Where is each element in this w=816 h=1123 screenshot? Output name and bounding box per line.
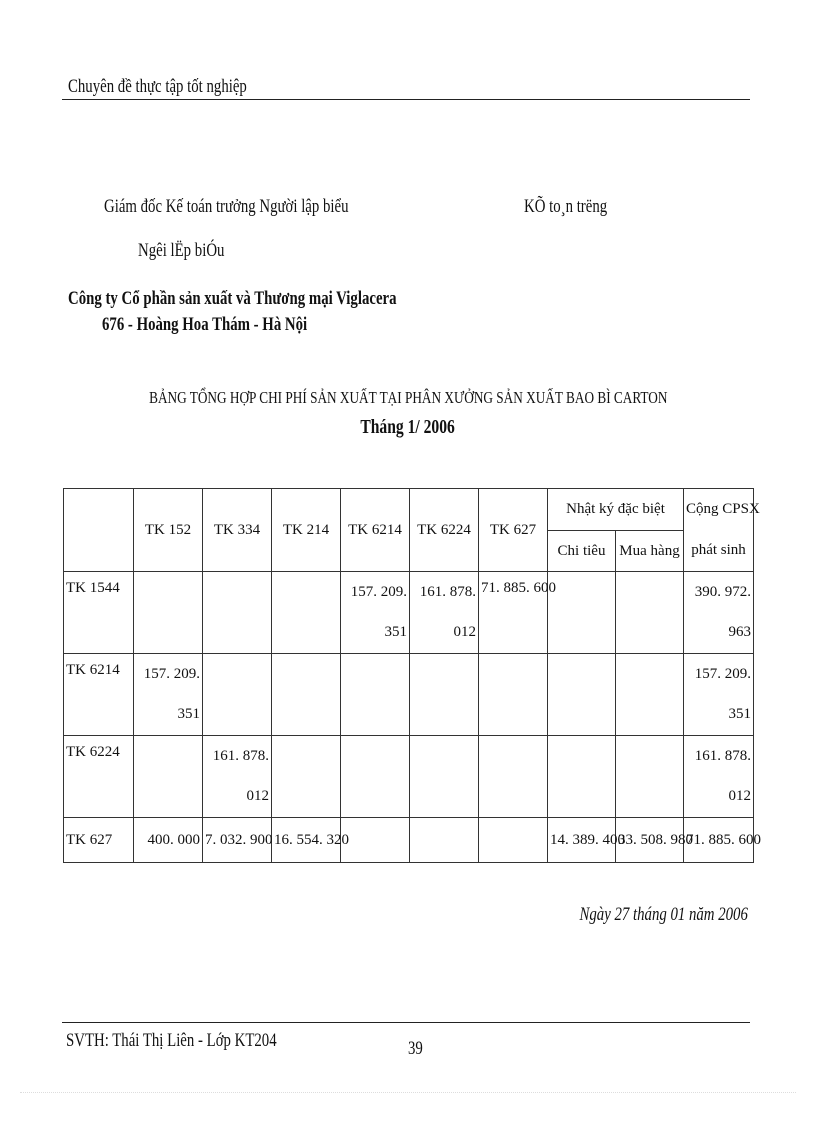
company-name: Công ty Cổ phần sản xuất và Thương mại Viglacera [68,288,397,309]
company-address: 676 - Hoàng Hoa Thám - Hà Nội [102,314,308,335]
table-row [64,654,754,695]
cell-value: 161. 878. [203,736,272,777]
empty-cell [410,736,479,818]
total-header-line2: phát sinh [684,531,754,572]
col-header: TK 627 [479,489,548,572]
empty-cell [272,736,341,818]
cell-value: 400. 000 [134,818,203,863]
empty-cell [134,736,203,818]
empty-cell [341,736,410,818]
cell-value: 71. 885. 600 [479,572,548,654]
cell-value: 33. 508. 980 [616,818,684,863]
empty-cell [272,572,341,654]
row-label: TK 6224 [64,736,134,818]
row-label: TK 6214 [64,654,134,736]
table-row [64,818,754,863]
cell-value: 351 [134,695,203,736]
empty-cell [203,654,272,736]
cell-value: 012 [410,613,479,654]
subcol-header-chi-tieu: Chi tiêu [548,531,616,572]
total-header-line1: Cộng CPSX [684,489,754,531]
col-header: TK 334 [203,489,272,572]
cell-total: 351 [684,695,754,736]
page-number: 39 [408,1038,423,1059]
date-line: Ngày 27 tháng 01 năm 2006 [579,904,748,925]
table-row [64,572,754,613]
empty-cell [548,572,616,654]
group-header-special-journal: Nhật ký đặc biệt [548,489,684,531]
cell-total: 71. 885. 600 [684,818,754,863]
cell-value: 157. 209. [134,654,203,695]
empty-cell [341,654,410,736]
subcol-header-mua-hang: Mua hàng [616,531,684,572]
col-header: TK 214 [272,489,341,572]
bottom-dotted-line [20,1092,796,1093]
header-corner-cell [64,489,134,572]
empty-cell [203,572,272,654]
col-header: TK 152 [134,489,203,572]
cell-value: 161. 878. [410,572,479,613]
cell-value: 16. 554. 320 [272,818,341,863]
cost-summary-table [63,488,761,863]
cell-total: 963 [684,613,754,654]
empty-cell [410,654,479,736]
empty-cell [272,654,341,736]
empty-cell [479,654,548,736]
empty-cell [548,654,616,736]
cell-value: 012 [203,777,272,818]
footer-rule [62,1022,750,1023]
signature-chief-accountant: KÕ to¸n trëng [524,196,608,217]
signature-line: Giám đốc Kế toán trưởng Người lập biểu [104,196,349,217]
table-header-row [64,489,754,531]
report-subtitle: Tháng 1/ 2006 [360,416,456,438]
col-header: TK 6224 [410,489,479,572]
cell-value: 14. 389. 400 [548,818,616,863]
cell-total: 390. 972. [684,572,754,613]
cell-total: 157. 209. [684,654,754,695]
col-header: TK 6214 [341,489,410,572]
empty-cell [548,736,616,818]
cell-value: 7. 032. 900 [203,818,272,863]
empty-cell [134,572,203,654]
signature-preparer: Ngêi lËp biÓu [138,240,225,261]
header-rule [62,99,750,100]
empty-cell [616,736,684,818]
row-label: TK 1544 [64,572,134,654]
report-title: BẢNG TỔNG HỢP CHI PHÍ SẢN XUẤT TẠI PHÂN XƯỞNG SẢN XUẤT BAO BÌ CARTON [148,388,668,407]
cell-total: 161. 878. [684,736,754,777]
footer-student: SVTH: Thái Thị Liên - Lớp KT204 [66,1030,277,1051]
empty-cell [616,654,684,736]
empty-cell [479,818,548,863]
empty-cell [479,736,548,818]
cell-total: 012 [684,777,754,818]
cell-value: 351 [341,613,410,654]
cell-value: 157. 209. [341,572,410,613]
table-row [64,736,754,777]
row-label: TK 627 [64,818,134,863]
header-title: Chuyên đề thực tập tốt nghiệp [68,76,247,97]
empty-cell [410,818,479,863]
empty-cell [341,818,410,863]
empty-cell [616,572,684,654]
